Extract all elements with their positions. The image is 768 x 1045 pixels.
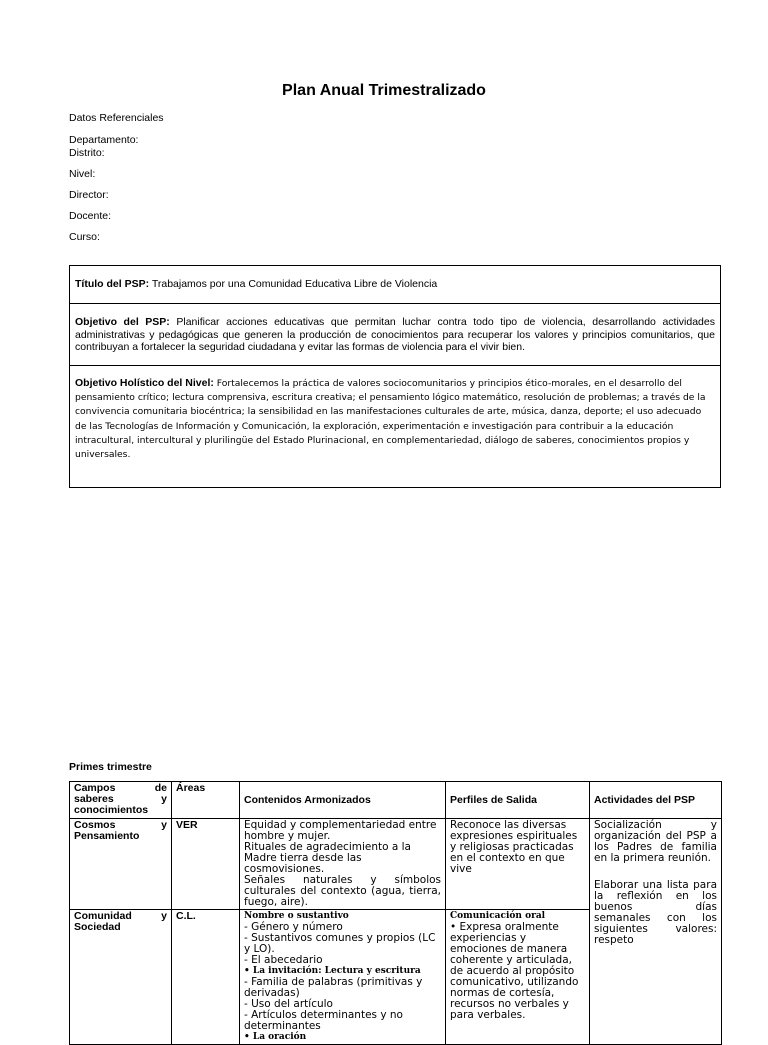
psp-box [69, 265, 721, 488]
objetivo-holistico-text: Fortalecemos la práctica de valores sociocomunitarios y principios ético-morales, en el desarrollo del pensamiento crítico; lectura comprensiva, escritura creativa; el pensamiento lógico matemático, resolución de problemas; a través de la convivencia comunitaria biocéntrica; la sensibilidad en las manifestaciones culturales de arte, música, danza, deporte; el uso adecuado de las Tecnologías de Información y Comunicación, la exploración, experimentación e investigación para contribuir a la educación intracultural, intercultural y plurilingüe del Estado Plurinacional, en complementariedad, diálogo de saberes, conocimientos propios y universales. [75, 378, 706, 461]
table-row [70, 819, 722, 910]
row2-campo [70, 910, 172, 1045]
row1-contenido-item: Señales naturales y símbolos culturales del contexto (agua, tierra, fuego, aire). [244, 874, 441, 908]
row1-perfiles: Reconoce las diversas expresiones espirituales y religiosas practicadas en el contexto en que vive [446, 819, 590, 910]
objetivo-holistico-section [70, 365, 720, 468]
row2-contenido-item: - Sustantivos comunes y propios (LC y LO). [244, 932, 436, 955]
actividad-item: Elaborar una lista para la reflexión en los buenos días semanales con los siguientes valores: respeto [594, 879, 717, 946]
actividades-cell [590, 819, 722, 1045]
row2-campo-line2: Sociedad [74, 921, 121, 933]
actividad-item: Socialización y organización del PSP a los Padres de familia en la primera reunión. [594, 819, 717, 864]
nivel-field: Nivel: [69, 168, 96, 180]
row2-perfil-heading: Comunicación oral [450, 911, 546, 921]
row2-contenido-item: - Género y número [244, 921, 343, 933]
header-areas: Áreas [172, 782, 240, 819]
docente-field: Docente: [69, 210, 112, 222]
objetivo-holistico-label: Objetivo Holístico del Nivel: [75, 377, 214, 389]
header-perfiles: Perfiles de Salida [446, 782, 590, 819]
row1-campo-line2: Pensamiento [74, 830, 140, 842]
table-header-row [70, 782, 722, 819]
row2-contenido-item: - Artículos determinantes y no determinantes [244, 1009, 403, 1032]
row1-contenido-item: Equidad y complementariedad entre hombre y mujer. [244, 819, 437, 842]
row2-contenido-item: - El abecedario [244, 954, 323, 966]
row2-contenidos [240, 910, 446, 1045]
psp-titulo-text: Trabajamos por una Comunidad Educativa Libre de Violencia [151, 278, 438, 290]
document-title: Plan Anual Trimestralizado [282, 82, 486, 99]
row2-contenido-item: - Uso del artículo [244, 998, 333, 1010]
row1-contenidos [240, 819, 446, 910]
departamento-field: Departamento: [69, 134, 139, 146]
psp-titulo-section [70, 266, 720, 303]
header-campos-line3: conocimientos [74, 804, 149, 816]
plan-table [69, 781, 722, 1045]
header-actividades: Actividades del PSP [590, 782, 722, 819]
row2-contenido-bullet: • La invitación: Lectura y escritura [244, 966, 421, 976]
psp-objetivo-text: Planificar acciones educativas que permitan luchar contra todo tipo de violencia, desarrollando actividades administrativas y pedagógicas que generen la producción de conocimientos para recuperar los valores y principios comunitarios, que contribuyan a fortalecer la seguridad ciudadana y evitar las formas de violencia para el vivir bien. [75, 316, 715, 353]
row2-contenido-heading: Nombre o sustantivo [244, 911, 349, 921]
trimestre-label: Primes trimestre [69, 761, 152, 773]
row1-campo [70, 819, 172, 910]
row1-area: VER [172, 819, 240, 910]
psp-objetivo-section [70, 303, 720, 365]
row2-campo-line1: Comunidad y [74, 910, 167, 922]
psp-objetivo-label: Objetivo del PSP: [75, 316, 170, 328]
row1-campo-line1: Cosmos y [74, 819, 167, 831]
header-campos [70, 782, 172, 819]
distrito-field: Distrito: [69, 147, 105, 159]
curso-field: Curso: [69, 231, 100, 243]
director-field: Director: [69, 189, 109, 201]
row2-contenido-bullet: • La oración [244, 1032, 307, 1042]
header-campos-line1: Campos de [74, 782, 167, 794]
row2-contenido-item: - Familia de palabras (primitivas y derivadas) [244, 976, 423, 999]
header-contenidos: Contenidos Armonizados [240, 782, 446, 819]
datos-referenciales-heading: Datos Referenciales [69, 112, 164, 124]
header-campos-line2: saberes y [74, 793, 167, 805]
row2-area: C.L. [172, 910, 240, 1045]
row2-perfiles [446, 910, 590, 1045]
row1-contenido-item: Rituales de agradecimiento a la Madre tierra desde las cosmovisiones. [244, 841, 411, 875]
row2-perfil-text: • Expresa oralmente experiencias y emociones de manera coherente y articulada, de acuerdo al propósito comunicativo, utilizando normas de cortesía, recursos no verbales y para verbales. [450, 921, 579, 1021]
psp-titulo-label: Título del PSP: [75, 278, 150, 290]
